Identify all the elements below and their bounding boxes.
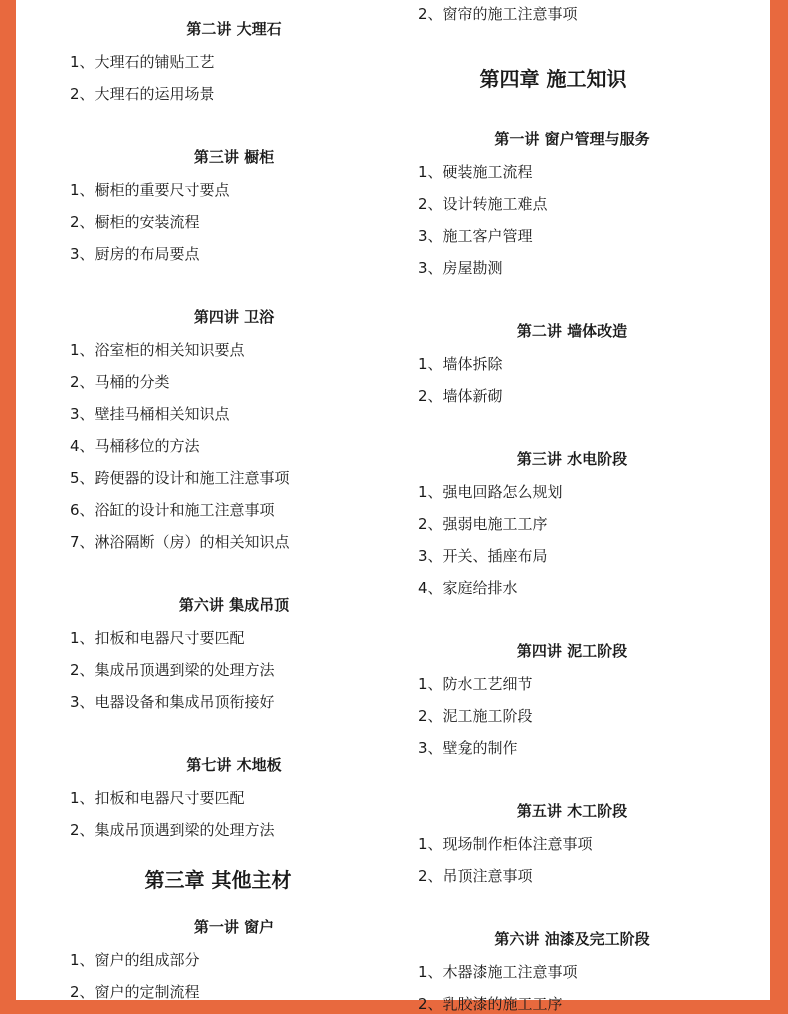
list-item: 2、窗帘的施工注意事项 — [418, 5, 578, 23]
lecture-title: 第一讲 窗户 — [193, 918, 275, 936]
list-item: 2、大理石的运用场景 — [70, 85, 215, 103]
list-item: 1、硬装施工流程 — [418, 163, 533, 181]
list-item: 1、现场制作柜体注意事项 — [418, 835, 593, 853]
lecture-title: 第三讲 水电阶段 — [516, 450, 628, 468]
lecture-title: 第三讲 橱柜 — [193, 148, 275, 166]
list-item: 6、浴缸的设计和施工注意事项 — [70, 501, 275, 519]
list-item: 1、大理石的铺贴工艺 — [70, 53, 215, 71]
list-item: 2、设计转施工难点 — [418, 195, 548, 213]
list-item: 3、壁挂马桶相关知识点 — [70, 405, 230, 423]
list-item: 1、橱柜的重要尺寸要点 — [70, 181, 230, 199]
lecture-title: 第二讲 墙体改造 — [516, 322, 628, 340]
list-item: 2、强弱电施工工序 — [418, 515, 548, 533]
lecture-title: 第一讲 窗户管理与服务 — [494, 130, 650, 148]
list-item: 1、窗户的组成部分 — [70, 951, 200, 969]
list-item: 2、乳胶漆的施工工序 — [418, 995, 563, 1013]
list-item: 4、马桶移位的方法 — [70, 437, 200, 455]
lecture-title: 第二讲 大理石 — [186, 20, 282, 38]
list-item: 1、木器漆施工注意事项 — [418, 963, 578, 981]
list-item: 2、橱柜的安装流程 — [70, 213, 200, 231]
lecture-title: 第四讲 卫浴 — [193, 308, 275, 326]
lecture-title: 第六讲 油漆及完工阶段 — [494, 930, 650, 948]
list-item: 3、壁龛的制作 — [418, 739, 518, 757]
lecture-title: 第四讲 泥工阶段 — [516, 642, 628, 660]
list-item: 2、集成吊顶遇到梁的处理方法 — [70, 661, 275, 679]
list-item: 2、吊顶注意事项 — [418, 867, 533, 885]
list-item: 3、开关、插座布局 — [418, 547, 548, 565]
list-item: 1、强电回路怎么规划 — [418, 483, 563, 501]
list-item: 3、房屋勘测 — [418, 259, 503, 277]
list-item: 1、墙体拆除 — [418, 355, 503, 373]
list-item: 2、墙体新砌 — [418, 387, 503, 405]
list-item: 1、防水工艺细节 — [418, 675, 533, 693]
list-item: 3、厨房的布局要点 — [70, 245, 200, 263]
document-page — [16, 0, 770, 1013]
list-item: 3、施工客户管理 — [418, 227, 533, 245]
list-item: 1、扣板和电器尺寸要匹配 — [70, 789, 245, 807]
list-item: 4、家庭给排水 — [418, 579, 518, 597]
list-item: 7、淋浴隔断（房）的相关知识点 — [70, 533, 290, 551]
list-item: 2、泥工施工阶段 — [418, 707, 533, 725]
lecture-title: 第六讲 集成吊顶 — [178, 596, 290, 614]
list-item: 2、马桶的分类 — [70, 373, 170, 391]
list-item: 1、扣板和电器尺寸要匹配 — [70, 629, 245, 647]
chapter-title: 第四章 施工知识 — [479, 67, 627, 91]
lecture-title: 第七讲 木地板 — [186, 756, 282, 774]
list-item: 1、浴室柜的相关知识要点 — [70, 341, 245, 359]
list-item: 3、电器设备和集成吊顶衔接好 — [70, 693, 275, 711]
list-item: 2、集成吊顶遇到梁的处理方法 — [70, 821, 275, 839]
list-item: 2、窗户的定制流程 — [70, 983, 200, 1001]
chapter-title: 第三章 其他主材 — [144, 868, 292, 892]
lecture-title: 第五讲 木工阶段 — [516, 802, 628, 820]
list-item: 5、跨便器的设计和施工注意事项 — [70, 469, 290, 487]
